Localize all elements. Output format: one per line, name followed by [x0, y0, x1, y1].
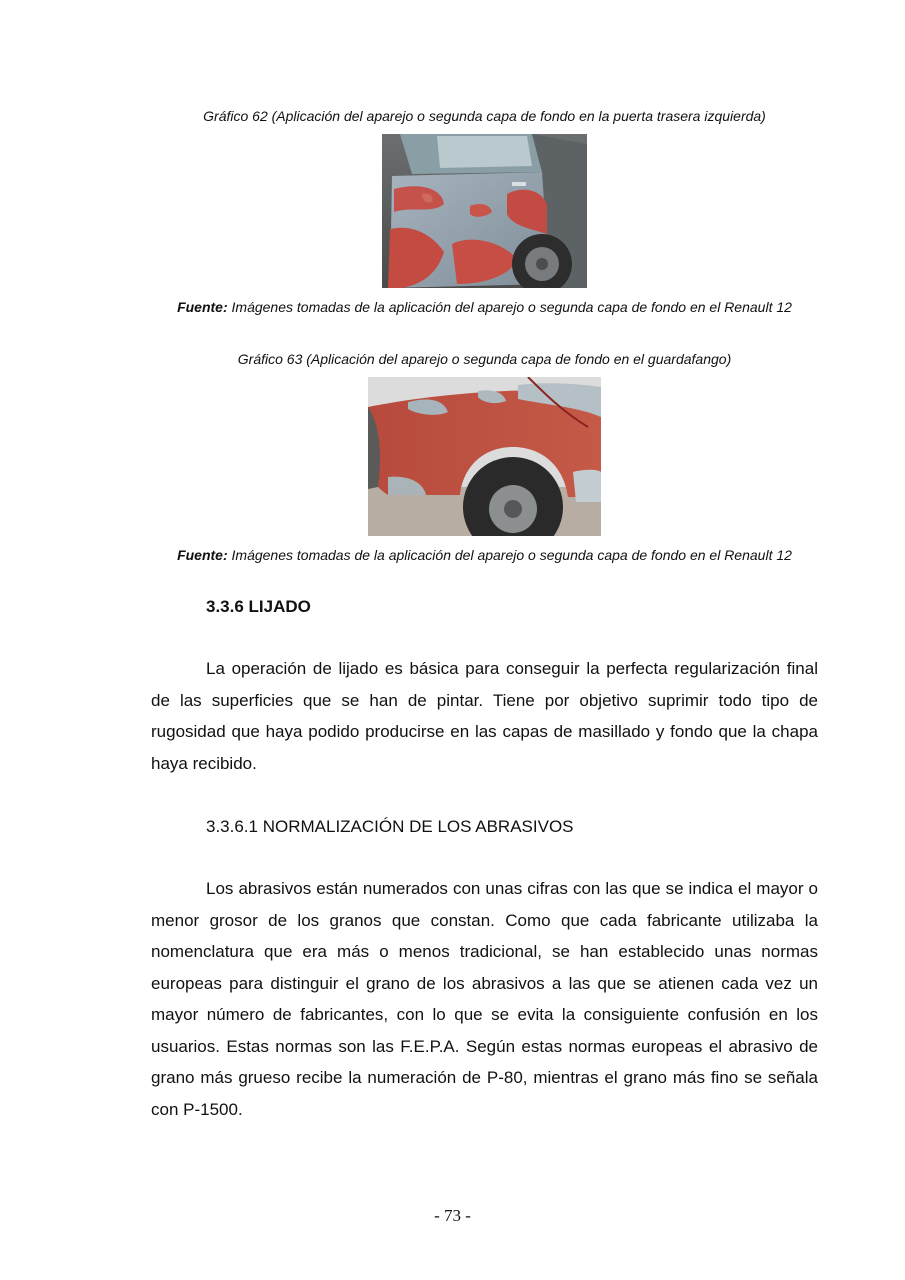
figure-63-source — [151, 547, 818, 563]
car-rear-door-photo — [382, 134, 587, 288]
source-text: Imágenes tomadas de la aplicación del aparejo o segunda capa de fondo en el Renault 12 — [227, 547, 792, 563]
figure-62-photo — [382, 134, 587, 288]
figure-63-photo — [368, 377, 601, 536]
source-text: Imágenes tomadas de la aplicación del aparejo o segunda capa de fondo en el Renault 12 — [227, 299, 792, 315]
source-label: Fuente: — [177, 547, 228, 563]
subsection-heading: 3.3.6.1 NORMALIZACIÓN DE LOS ABRASIVOS — [206, 817, 574, 836]
car-fender-photo — [368, 377, 601, 536]
body-paragraph-2: Los abrasivos están numerados con unas cifras con las que se indica el mayor o menor grosor de los granos que constan. Como que cada fabricante utilizaba la nomenclatura que era más o menos tradicional, se han establecido unas normas europeas para distinguir el grano de los abrasivos a las que se atienen cada vez un mayor número de fabricantes, con lo que se evita la consiguiente confusión en los usuarios. Estas normas son las F.E.P.A. Según estas normas europeas el abrasivo de grano más grueso recibe la numeración de P-80, mientras el grano más fino se señala con P-1500. — [151, 879, 818, 1119]
page-number: - 73 - — [434, 1206, 471, 1225]
section-heading: 3.3.6 LIJADO — [206, 597, 311, 616]
body-paragraph-1: La operación de lijado es básica para conseguir la perfecta regularización final de las superficies que se han de pintar. Tiene por objetivo suprimir todo tipo de rugosidad que haya podido producirse en las capas de masillado y fondo que la chapa haya recibido. — [151, 659, 818, 773]
figure-62-source — [151, 299, 818, 315]
figure-63-caption: Gráfico 63 (Aplicación del aparejo o segunda capa de fondo en el guardafango) — [237, 351, 732, 367]
figure-62-caption: Gráfico 62 (Aplicación del aparejo o segunda capa de fondo en la puerta trasera izquierda) — [203, 108, 766, 124]
source-label: Fuente: — [177, 299, 228, 315]
